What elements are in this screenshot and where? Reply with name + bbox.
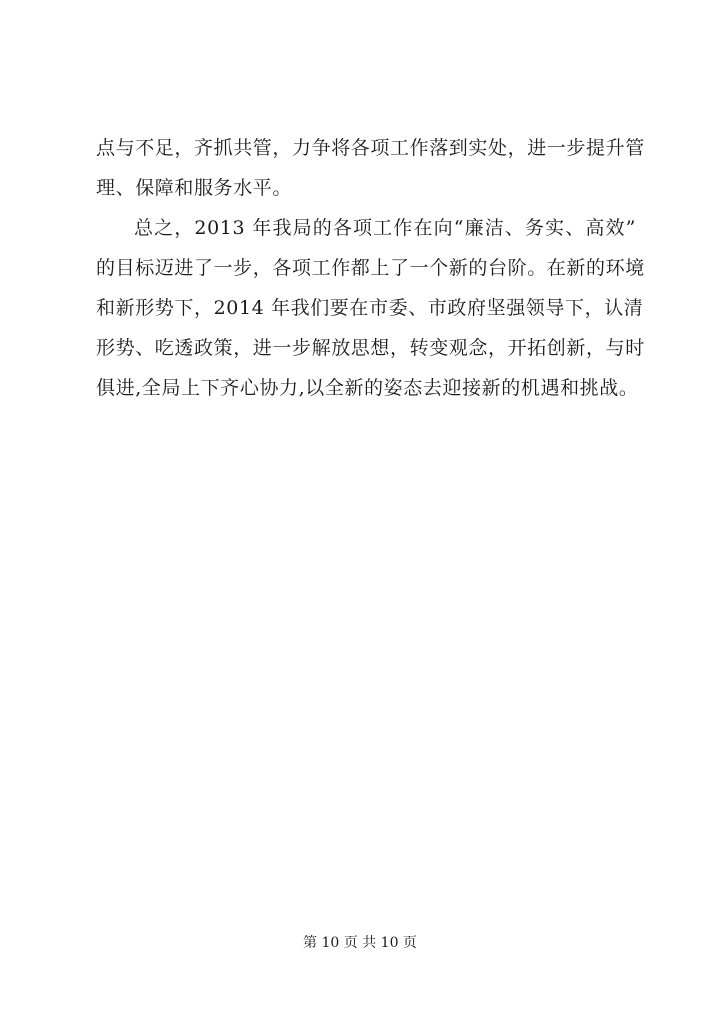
text-line: 和新形势下，2014 年我们要在市委、市政府坚强领导下，认清 [96,297,644,319]
page-footer [0,932,720,952]
page-number: 第 10 页 共 10 页 [303,935,417,951]
text-line: 理、保障和服务水平。 [96,177,293,199]
text-line: 形势、吃透政策，进一步解放思想，转变观念，开拓创新，与时 [96,337,645,359]
text-line: 俱进,全局上下齐心协力,以全新的姿态去迎接新的机遇和挑战。 [96,377,639,399]
paragraph-1 [96,128,645,208]
paragraph-2 [96,208,645,408]
text-line: 的目标迈进了一步，各项工作都上了一个新的台阶。在新的环境 [96,257,645,279]
text-line: 总之，2013 年我局的各项工作在向“廉洁、务实、高效” [134,217,636,239]
text-line: 点与不足，齐抓共管，力争将各项工作落到实处，进一步提升管 [96,137,645,159]
body-text [96,128,645,408]
